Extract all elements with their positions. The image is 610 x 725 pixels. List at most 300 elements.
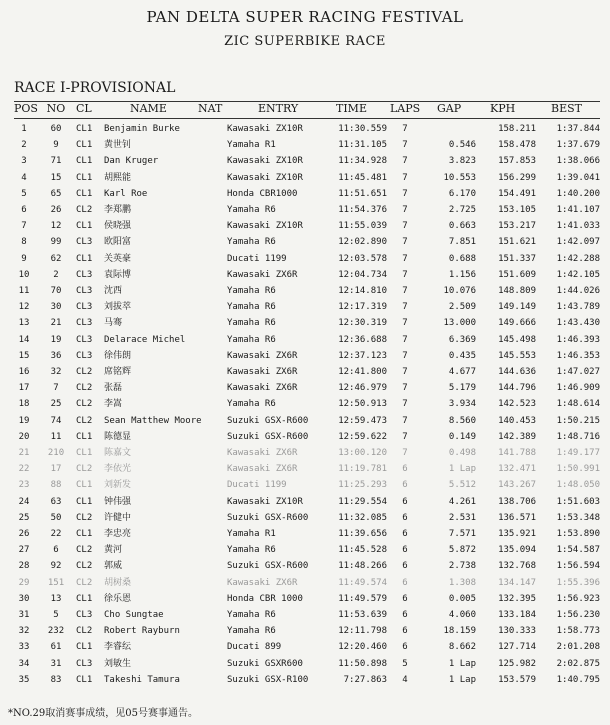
- row-class: CL3: [76, 318, 93, 329]
- row-name: 李郑鹏: [104, 205, 132, 215]
- row-pos: 4: [21, 172, 27, 183]
- table-row: [0, 349, 610, 365]
- table-row: [0, 511, 610, 527]
- row-laps: 7: [402, 318, 408, 329]
- row-entry: Yamaha R6: [227, 302, 276, 313]
- row-pos: 19: [18, 415, 30, 426]
- row-kph: 144.796: [498, 383, 536, 394]
- row-kph: 132.471: [498, 464, 536, 475]
- row-name: 李依光: [104, 464, 132, 475]
- row-no: 5: [53, 610, 59, 620]
- row-best: 1:50.215: [556, 415, 600, 426]
- row-kph: 135.921: [498, 529, 536, 539]
- row-time: 11:45.481: [338, 172, 387, 183]
- row-name: 黄河: [104, 545, 123, 556]
- row-no: 19: [50, 334, 62, 345]
- row-kph: 151.337: [498, 253, 536, 264]
- row-time: 7:27.863: [343, 674, 387, 685]
- row-entry: Suzuki GSX-R600: [227, 415, 309, 426]
- row-time: 11:30.559: [338, 124, 387, 134]
- table-row: [0, 284, 610, 300]
- row-no: 2: [53, 269, 59, 280]
- row-class: CL3: [76, 334, 93, 345]
- row-name: 陈嘉文: [104, 448, 132, 458]
- row-class: CL3: [76, 269, 93, 280]
- row-name: 刘拔萃: [104, 302, 132, 313]
- row-gap: 7.571: [448, 529, 476, 539]
- row-name: 侯晓强: [104, 221, 132, 232]
- table-row: [0, 559, 610, 575]
- row-laps: 6: [402, 642, 408, 653]
- header-bottom-rule: [14, 118, 600, 119]
- row-laps: 6: [402, 480, 408, 491]
- row-gap: 2.725: [448, 205, 476, 215]
- row-laps: 6: [402, 512, 408, 523]
- row-gap: 0.663: [448, 221, 476, 232]
- row-best: 1:40.795: [556, 674, 600, 685]
- row-entry: Suzuki GSX-R600: [227, 431, 309, 442]
- row-best: 1:41.033: [556, 221, 600, 232]
- row-kph: 144.636: [498, 367, 536, 377]
- row-class: CL2: [76, 205, 93, 215]
- row-kph: 142.523: [498, 399, 536, 410]
- row-entry: Kawasaki ZX10R: [227, 124, 303, 134]
- row-best: 1:56.594: [556, 561, 600, 572]
- row-class: CL2: [76, 399, 93, 410]
- row-best: 1:41.107: [556, 205, 600, 215]
- row-best: 1:43.430: [556, 318, 600, 329]
- table-row: [0, 187, 610, 203]
- row-no: 12: [50, 221, 62, 232]
- row-no: 83: [50, 674, 62, 685]
- header-kph: KPH: [490, 102, 516, 115]
- row-gap: 0.546: [448, 140, 476, 151]
- table-row: [0, 268, 610, 284]
- row-best: 1:53.348: [556, 512, 600, 523]
- row-name: Delarace Michel: [104, 334, 186, 345]
- row-entry: Kawasaki ZX10R: [227, 172, 303, 183]
- table-row: [0, 252, 610, 268]
- row-class: CL1: [76, 253, 93, 264]
- row-class: CL2: [76, 545, 93, 556]
- row-pos: 29: [18, 577, 30, 588]
- row-class: CL3: [76, 350, 93, 361]
- row-class: CL2: [76, 367, 93, 377]
- row-gap: 0.435: [448, 350, 476, 361]
- table-row: [0, 171, 610, 187]
- row-best: 1:42.105: [556, 269, 600, 280]
- row-best: 1:37.844: [556, 124, 600, 134]
- row-entry: Suzuki GSX-R100: [227, 674, 309, 685]
- row-laps: 7: [402, 448, 408, 458]
- row-gap: 0.498: [448, 448, 476, 458]
- row-best: 1:54.587: [556, 545, 600, 556]
- row-kph: 156.299: [498, 172, 536, 183]
- row-best: 1:38.066: [556, 156, 600, 167]
- row-pos: 24: [18, 496, 30, 507]
- table-row: [0, 203, 610, 219]
- row-kph: 133.184: [498, 610, 536, 620]
- row-laps: 7: [402, 253, 408, 264]
- row-time: 12:59.622: [338, 431, 387, 442]
- row-time: 12:02.890: [338, 237, 387, 248]
- row-name: 袁际博: [104, 269, 132, 280]
- row-kph: 134.147: [498, 577, 536, 588]
- row-time: 11:49.574: [338, 577, 387, 588]
- row-no: 7: [53, 383, 59, 394]
- row-entry: Yamaha R6: [227, 610, 276, 620]
- row-no: 25: [50, 399, 62, 410]
- row-pos: 7: [21, 221, 27, 232]
- row-no: 70: [50, 286, 62, 296]
- row-time: 11:48.266: [338, 561, 387, 572]
- row-pos: 15: [18, 350, 30, 361]
- row-class: CL1: [76, 221, 93, 232]
- row-pos: 32: [18, 626, 30, 637]
- row-time: 11:51.651: [338, 188, 387, 199]
- row-no: 99: [50, 237, 62, 248]
- row-no: 36: [50, 350, 62, 361]
- row-gap: 1 Lap: [448, 674, 476, 685]
- row-best: 1:56.923: [556, 593, 600, 604]
- row-class: CL1: [76, 480, 93, 491]
- row-time: 12:17.319: [338, 302, 387, 313]
- row-entry: Yamaha R6: [227, 545, 276, 556]
- table-row: [0, 640, 610, 656]
- row-class: CL2: [76, 415, 93, 426]
- row-class: CL1: [76, 529, 93, 539]
- row-kph: 132.395: [498, 593, 536, 604]
- row-laps: 7: [402, 140, 408, 151]
- table-row: [0, 381, 610, 397]
- row-laps: 7: [402, 237, 408, 248]
- row-class: CL1: [76, 156, 93, 167]
- row-pos: 1: [21, 124, 27, 134]
- row-gap: 5.872: [448, 545, 476, 556]
- row-gap: 0.688: [448, 253, 476, 264]
- row-kph: 145.498: [498, 334, 536, 345]
- row-entry: Suzuki GSX-R600: [227, 512, 309, 523]
- row-name: 张磊: [104, 383, 123, 394]
- row-gap: 10.553: [443, 172, 476, 183]
- table-row: [0, 154, 610, 170]
- row-time: 11:19.781: [338, 464, 387, 475]
- row-no: 17: [50, 464, 62, 475]
- row-no: 22: [50, 529, 62, 539]
- row-gap: 5.512: [448, 480, 476, 491]
- row-name: 欧阳富: [104, 237, 132, 248]
- row-kph: 148.809: [498, 286, 536, 296]
- row-time: 12:41.800: [338, 367, 387, 377]
- row-best: 1:46.393: [556, 334, 600, 345]
- row-pos: 23: [18, 480, 30, 491]
- row-entry: Kawasaki ZX10R: [227, 156, 303, 167]
- row-best: 2:01.208: [556, 642, 600, 653]
- row-gap: 13.000: [443, 318, 476, 329]
- row-pos: 3: [21, 156, 27, 167]
- row-best: 1:47.027: [556, 367, 600, 377]
- row-laps: 6: [402, 561, 408, 572]
- table-row: [0, 138, 610, 154]
- row-best: 1:58.773: [556, 626, 600, 637]
- row-time: 11:50.898: [338, 658, 387, 669]
- row-best: 1:40.200: [556, 188, 600, 199]
- row-entry: Suzuki GSX-R600: [227, 561, 309, 572]
- row-pos: 12: [18, 302, 30, 313]
- row-pos: 6: [21, 205, 27, 215]
- table-row: [0, 219, 610, 235]
- row-laps: 7: [402, 221, 408, 232]
- row-pos: 16: [18, 367, 30, 377]
- row-name: 刘新发: [104, 480, 132, 491]
- row-class: CL2: [76, 512, 93, 523]
- row-class: CL3: [76, 302, 93, 313]
- table-row: [0, 624, 610, 640]
- row-name: 徐伟朗: [104, 350, 132, 361]
- row-gap: 1.156: [448, 269, 476, 280]
- row-pos: 35: [18, 674, 30, 685]
- row-gap: 2.738: [448, 561, 476, 572]
- row-laps: 7: [402, 205, 408, 215]
- row-entry: Honda CBR 1000: [227, 593, 303, 604]
- table-row: [0, 397, 610, 413]
- row-entry: Kawasaki ZX6R: [227, 577, 298, 588]
- row-kph: 127.714: [498, 642, 536, 653]
- table-header: [0, 102, 610, 118]
- table-row: [0, 495, 610, 511]
- header-nat: NAT: [198, 102, 223, 115]
- row-laps: 7: [402, 399, 408, 410]
- row-time: 11:32.085: [338, 512, 387, 523]
- header-time: TIME: [336, 102, 367, 115]
- row-laps: 7: [402, 334, 408, 345]
- row-best: 1:56.230: [556, 610, 600, 620]
- row-gap: 3.934: [448, 399, 476, 410]
- row-kph: 142.389: [498, 431, 536, 442]
- row-kph: 153.217: [498, 221, 536, 232]
- row-class: CL1: [76, 593, 93, 604]
- row-no: 71: [50, 156, 62, 167]
- row-gap: 3.823: [448, 156, 476, 167]
- row-name: 许健中: [104, 512, 132, 523]
- row-kph: 141.788: [498, 448, 536, 458]
- row-entry: Kawasaki ZX10R: [227, 496, 303, 507]
- row-laps: 7: [402, 383, 408, 394]
- row-gap: 18.159: [443, 626, 476, 637]
- row-pos: 25: [18, 512, 30, 523]
- row-entry: Honda CBR1000: [227, 188, 298, 199]
- row-name: 马骞: [104, 318, 123, 329]
- row-kph: 136.571: [498, 512, 536, 523]
- row-entry: Yamaha R1: [227, 140, 276, 151]
- row-laps: 7: [402, 156, 408, 167]
- row-class: CL1: [76, 674, 93, 685]
- row-gap: 7.851: [448, 237, 476, 248]
- row-kph: 158.211: [498, 124, 536, 134]
- row-class: CL3: [76, 658, 93, 669]
- table-row: [0, 300, 610, 316]
- row-name: 徐乐恩: [104, 593, 132, 604]
- row-gap: 0.149: [448, 431, 476, 442]
- row-pos: 2: [21, 140, 27, 151]
- row-laps: 7: [402, 350, 408, 361]
- table-row: [0, 478, 610, 494]
- row-laps: 6: [402, 464, 408, 475]
- row-laps: 7: [402, 172, 408, 183]
- row-name: 钟伟强: [104, 496, 132, 507]
- row-time: 12:14.810: [338, 286, 387, 296]
- row-time: 12:30.319: [338, 318, 387, 329]
- header-gap: GAP: [437, 102, 462, 115]
- row-gap: 10.076: [443, 286, 476, 296]
- row-name: Dan Kruger: [104, 156, 159, 167]
- row-kph: 149.149: [498, 302, 536, 313]
- header-no: NO: [46, 102, 66, 115]
- row-gap: 2.531: [448, 512, 476, 523]
- table-row: [0, 365, 610, 381]
- race-label: RACE I-PROVISIONAL: [14, 80, 176, 96]
- row-time: 11:31.105: [338, 140, 387, 151]
- row-class: CL1: [76, 496, 93, 507]
- table-row: [0, 446, 610, 462]
- row-kph: 138.706: [498, 496, 536, 507]
- row-best: 1:49.177: [556, 448, 600, 458]
- row-kph: 125.982: [498, 658, 536, 669]
- table-row: [0, 543, 610, 559]
- row-time: 11:29.554: [338, 496, 387, 507]
- row-time: 12:11.798: [338, 626, 387, 637]
- row-pos: 8: [21, 237, 27, 248]
- row-no: 26: [50, 205, 62, 215]
- row-laps: 7: [402, 188, 408, 199]
- row-time: 11:39.656: [338, 529, 387, 539]
- row-no: 61: [50, 642, 62, 653]
- row-no: 60: [50, 124, 62, 134]
- row-pos: 21: [18, 448, 30, 458]
- row-gap: 1 Lap: [448, 658, 476, 669]
- table-row: [0, 414, 610, 430]
- row-entry: Yamaha R1: [227, 529, 276, 539]
- header-laps: LAPS: [390, 102, 421, 115]
- row-pos: 28: [18, 561, 30, 572]
- row-name: Cho Sungtae: [104, 610, 164, 620]
- row-kph: 135.094: [498, 545, 536, 556]
- row-name: Sean Matthew Moore: [104, 415, 202, 426]
- row-gap: 0.005: [448, 593, 476, 604]
- row-laps: 6: [402, 593, 408, 604]
- row-name: 刘敏生: [104, 658, 132, 669]
- row-time: 12:50.913: [338, 399, 387, 410]
- row-pos: 20: [18, 431, 30, 442]
- row-gap: 4.677: [448, 367, 476, 377]
- row-class: CL1: [76, 188, 93, 199]
- row-entry: Yamaha R6: [227, 399, 276, 410]
- header-best: BEST: [551, 102, 582, 115]
- row-pos: 11: [18, 286, 30, 296]
- row-class: CL1: [76, 172, 93, 183]
- page-title: PAN DELTA SUPER RACING FESTIVAL: [146, 8, 464, 26]
- table-row: [0, 576, 610, 592]
- row-pos: 10: [18, 269, 30, 280]
- row-laps: 6: [402, 529, 408, 539]
- row-gap: 2.509: [448, 302, 476, 313]
- row-best: 1:43.789: [556, 302, 600, 313]
- row-kph: 143.267: [498, 480, 536, 491]
- row-class: CL2: [76, 383, 93, 394]
- header-name: NAME: [130, 102, 167, 115]
- row-name: 黄世钊: [104, 140, 132, 151]
- row-entry: Kawasaki ZX6R: [227, 464, 298, 475]
- row-class: CL1: [76, 431, 93, 442]
- row-gap: 4.060: [448, 610, 476, 620]
- row-name: Karl Roe: [104, 188, 148, 199]
- row-class: CL3: [76, 237, 93, 248]
- row-best: 1:44.026: [556, 286, 600, 296]
- row-name: 胡熙能: [104, 172, 132, 183]
- row-entry: Yamaha R6: [227, 626, 276, 637]
- row-class: CL1: [76, 448, 93, 458]
- footnote: *NO.29取消赛事成绩，见05号赛事通告。: [8, 708, 198, 719]
- row-best: 1:48.716: [556, 431, 600, 442]
- row-best: 1:42.097: [556, 237, 600, 248]
- row-pos: 33: [18, 642, 30, 653]
- row-class: CL1: [76, 642, 93, 653]
- row-entry: Ducati 1199: [227, 253, 287, 264]
- row-best: 1:46.909: [556, 383, 600, 394]
- row-no: 62: [50, 253, 62, 264]
- row-entry: Ducati 899: [227, 642, 282, 653]
- row-name: 李睿纭: [104, 642, 132, 653]
- row-pos: 26: [18, 529, 30, 539]
- row-name: Takeshi Tamura: [104, 674, 180, 685]
- row-no: 50: [50, 512, 62, 523]
- row-no: 13: [50, 593, 62, 604]
- row-gap: 4.261: [448, 496, 476, 507]
- row-best: 1:50.991: [556, 464, 600, 475]
- row-time: 12:04.734: [338, 269, 387, 280]
- row-time: 11:53.639: [338, 610, 387, 620]
- row-entry: Ducati 1199: [227, 480, 287, 491]
- table-row: [0, 430, 610, 446]
- table-row: [0, 462, 610, 478]
- row-time: 12:46.979: [338, 383, 387, 394]
- row-time: 12:36.688: [338, 334, 387, 345]
- row-laps: 7: [402, 124, 408, 134]
- row-best: 1:46.353: [556, 350, 600, 361]
- row-kph: 145.553: [498, 350, 536, 361]
- table-row: [0, 657, 610, 673]
- row-name: 郭威: [104, 561, 123, 572]
- row-best: 1:37.679: [556, 140, 600, 151]
- row-name: 关英豪: [104, 253, 132, 264]
- row-pos: 30: [18, 593, 30, 604]
- row-gap: 5.179: [448, 383, 476, 394]
- row-pos: 22: [18, 464, 30, 475]
- row-time: 12:37.123: [338, 350, 387, 361]
- row-time: 11:54.376: [338, 205, 387, 215]
- row-class: CL1: [76, 140, 93, 151]
- row-class: CL2: [76, 577, 93, 588]
- row-class: CL1: [76, 124, 93, 134]
- header-pos: POS: [14, 102, 38, 115]
- header-entry: ENTRY: [258, 102, 299, 115]
- row-pos: 13: [18, 318, 30, 329]
- row-kph: 158.478: [498, 140, 536, 151]
- row-kph: 149.666: [498, 318, 536, 329]
- row-best: 1:48.614: [556, 399, 600, 410]
- row-name: 沈西: [104, 286, 123, 296]
- row-no: 21: [50, 318, 62, 329]
